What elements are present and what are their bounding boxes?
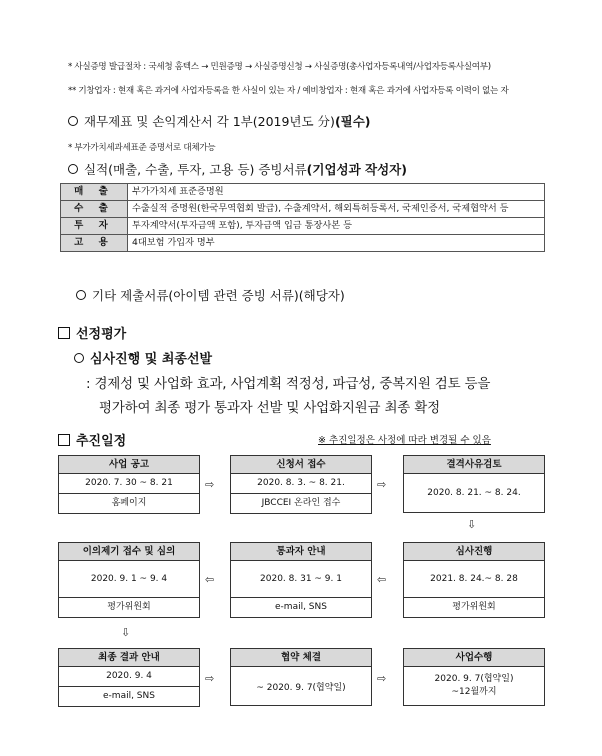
bullet-circle-icon — [76, 290, 86, 300]
bullet-circle-icon — [68, 164, 78, 174]
arrow-down-icon: ⇩ — [121, 626, 131, 639]
arrow-right-icon: ⇨ — [205, 672, 215, 685]
step-evaluation: 심사진행 2021. 8. 24.~ 8. 28 평가위원회 — [403, 542, 545, 618]
arrow-right-icon: ⇨ — [377, 672, 387, 685]
selection-heading: 선정평가 — [58, 323, 126, 342]
schedule-note: ※ 추진일정은 사정에 따라 변경될 수 있음 — [318, 435, 491, 446]
founder-note: ** 기창업자 : 현재 혹은 과거에 사업자등록을 한 사실이 있는 자 / 예비창업자 : 현재 혹은 과거에 사업자등록 이력이 없는 자 — [68, 86, 509, 96]
selection-desc-2: 평가하여 최종 평가 통과자 선발 및 사업화지원금 최종 확정 — [99, 400, 440, 416]
checkbox-square-icon — [58, 434, 70, 446]
step-pass-notice: 통과자 안내 2020. 8. 31 ~ 9. 1 e-mail, SNS — [230, 542, 372, 618]
arrow-left-icon: ⇦ — [205, 573, 215, 586]
step-agreement: 협약 체결 ~ 2020. 9. 7(협약일) — [230, 648, 372, 706]
table-row: 수 출 수출실적 증명원(한국무역협회 발급), 수출계약서, 해외특허등록서, 국제인증서, 국제협약서 등 — [61, 201, 545, 218]
step-application: 신청서 접수 2020. 8. 3. ~ 8. 21. JBCCEI 온라인 접수 — [230, 455, 372, 514]
financial-docs-line: 재무제표 및 손익계산서 각 1부(2019년도 分) (필수) — [68, 112, 371, 130]
selection-desc-1: : 경제성 및 사업화 효과, 사업계획 적정성, 파급성, 중복지원 검토 등을 — [86, 376, 491, 392]
bullet-circle-icon — [68, 116, 78, 126]
arrow-left-icon: ⇦ — [377, 573, 387, 586]
arrow-right-icon: ⇨ — [205, 478, 215, 491]
checkbox-square-icon — [58, 327, 70, 339]
issuance-note: * 사실증명 발급절차 : 국세청 홈텍스 → 민원증명 → 사실증명신청 → 사실증명(총사업자등록내역/사업자등록사실여부) — [68, 62, 491, 72]
performance-docs-line: 실적(매출, 수출, 투자, 고용 등) 증빙서류 (기업성과 작성자) — [68, 160, 407, 178]
step-final-result: 최종 결과 안내 2020. 9. 4 e-mail, SNS — [58, 648, 200, 707]
arrow-right-icon: ⇨ — [377, 478, 387, 491]
table-row: 매 출 부가가치세 표준증명원 — [61, 184, 545, 201]
selection-subheading: 심사진행 및 최종선발 — [74, 348, 212, 367]
step-execution: 사업수행 2020. 9. 7(협약일) ~12월까지 — [403, 648, 545, 706]
step-announcement: 사업 공고 2020. 7. 30 ~ 8. 21 홈페이지 — [58, 455, 200, 514]
table-row: 투 자 투자계약서(투자금액 포함), 투자금액 입금 통장사본 등 — [61, 218, 545, 235]
other-docs-line: 기타 제출서류(아이템 관련 증빙 서류)(해당자) — [76, 286, 345, 304]
bullet-circle-icon — [74, 353, 84, 363]
step-objection: 이의제기 접수 및 심의 2020. 9. 1 ~ 9. 4 평가위원회 — [58, 542, 200, 618]
proof-docs-table — [60, 183, 545, 252]
schedule-heading: 추진일정 — [58, 430, 126, 449]
vat-note: * 부가가치세과세표준 증명서로 대체가능 — [68, 143, 216, 153]
table-row: 고 용 4대보험 가입자 명부 — [61, 235, 545, 252]
step-disqualification-review: 결격사유검토 2020. 8. 21. ~ 8. 24. — [403, 455, 545, 513]
arrow-down-icon: ⇩ — [467, 518, 477, 531]
